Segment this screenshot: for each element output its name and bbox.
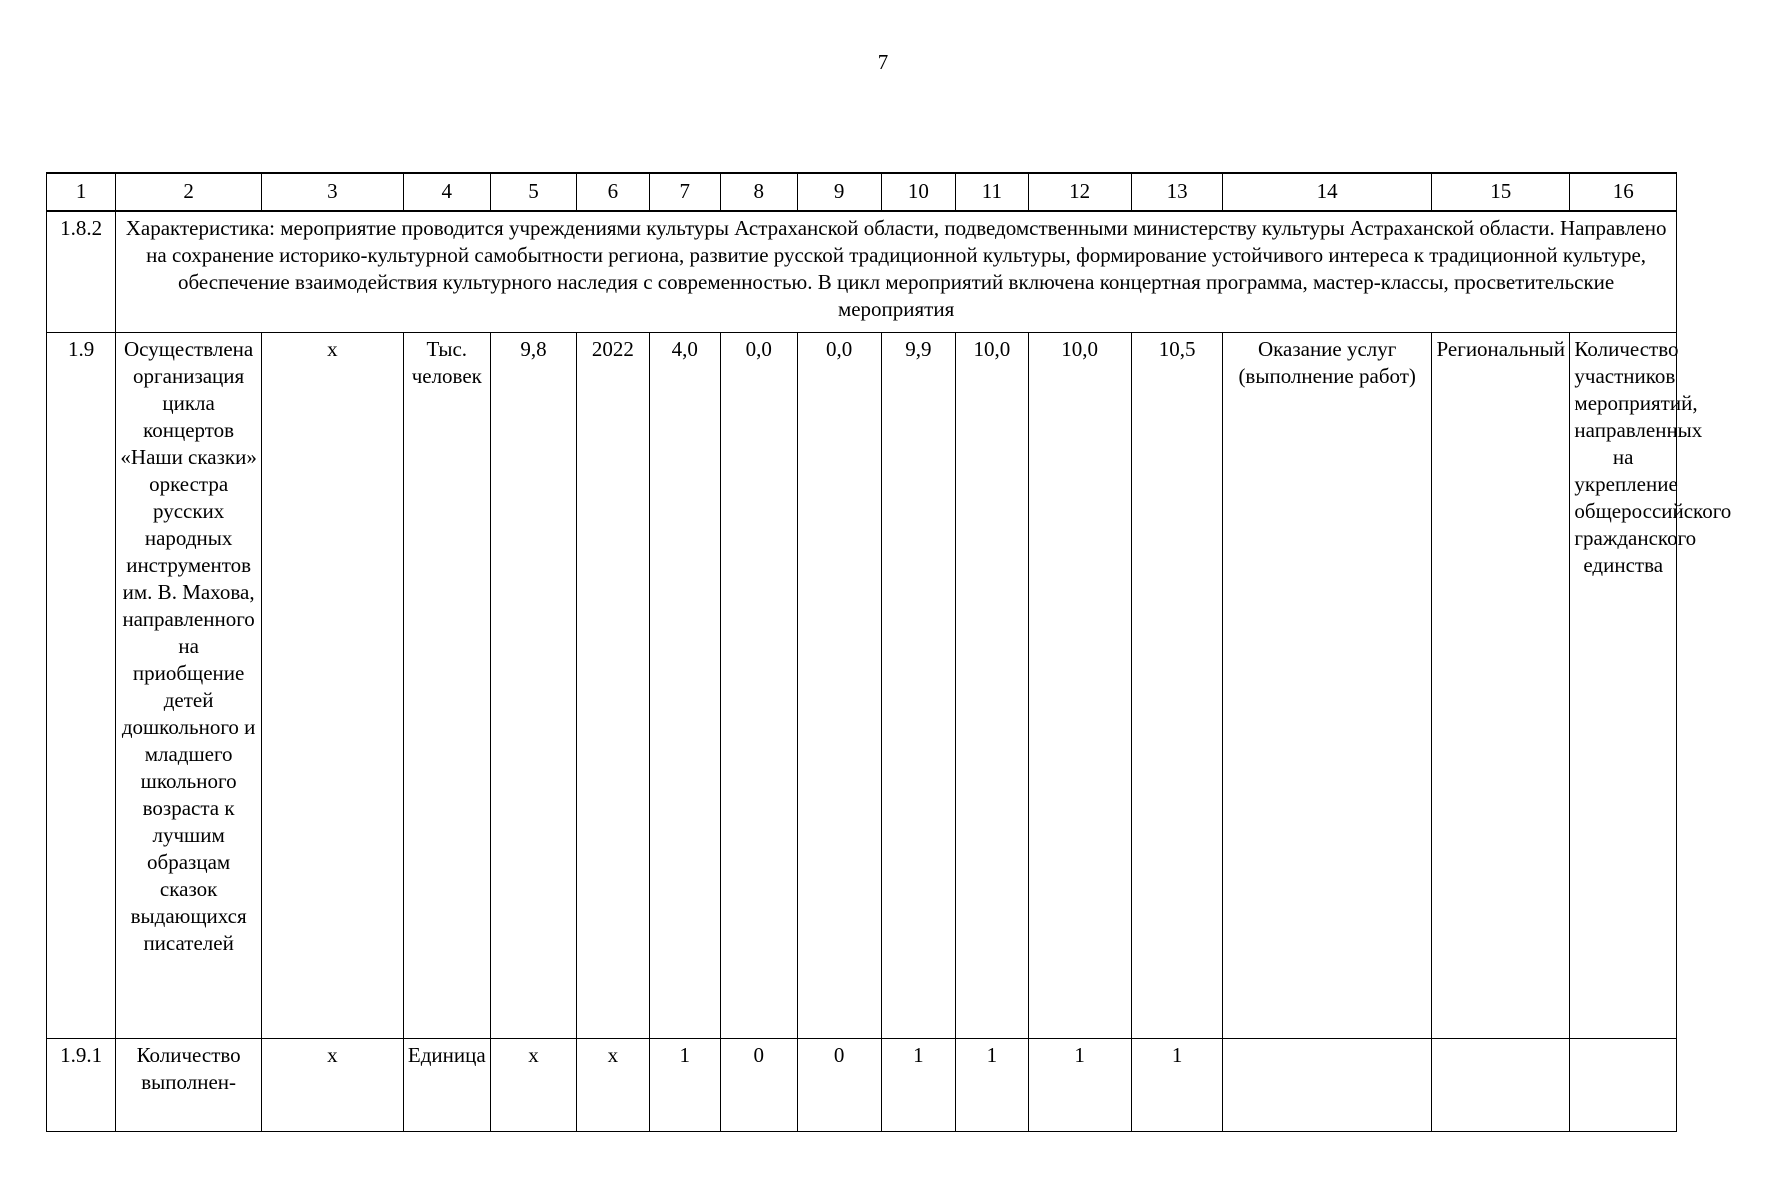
row-name: Осуществлена организация цикла концертов «Наши сказки» оркестра русских народных инструментов им. В. Махова, направленного на приобщение детей дошкольного и младшего школьного возраста к лучшим образцам сказок выдающихся писателей: [116, 333, 262, 1039]
table-cell: 1: [649, 1039, 720, 1132]
row-code: 1.9.1: [47, 1039, 116, 1132]
unit-cell: Тыс. человек: [403, 333, 490, 1039]
table-cell: 10,0: [1028, 333, 1131, 1039]
row-name: Количество выполнен-: [116, 1039, 262, 1132]
indicator-cell: [1570, 1039, 1677, 1132]
unit-cell: Единица: [403, 1039, 490, 1132]
table-cell: х: [490, 1039, 576, 1132]
header-cell: 12: [1028, 173, 1131, 211]
header-cell: 9: [797, 173, 881, 211]
table-cell: 0,0: [797, 333, 881, 1039]
table-cell: 1: [956, 1039, 1028, 1132]
characteristic-row: [47, 211, 1677, 333]
header-cell: 15: [1432, 173, 1570, 211]
table-row: [47, 333, 1677, 1039]
header-cell: 14: [1223, 173, 1432, 211]
level-cell: Региональный: [1432, 333, 1570, 1039]
header-cell: 1: [47, 173, 116, 211]
characteristic-text: Характеристика: мероприятие проводится учреждениями культуры Астраханской области, подведомственными министерству культуры Астраханской области. Направлено на сохранение историко-культурной самобытности региона, развитие русской традиционной культуры, формирование устойчивого интереса к традиционной культуре, обеспечение взаимодействия культурного наследия с современностью. В цикл мероприятий включена концертная программа, мастер-классы, просветительские мероприятия: [116, 211, 1677, 333]
table-cell: х: [262, 333, 404, 1039]
header-cell: 2: [116, 173, 262, 211]
column-number-row: [47, 173, 1677, 211]
header-cell: 4: [403, 173, 490, 211]
header-cell: 11: [956, 173, 1028, 211]
table-cell: 1: [1131, 1039, 1223, 1132]
header-cell: 16: [1570, 173, 1677, 211]
indicator-cell: Количество участников мероприятий, направленных на укрепление общероссийского гражданского единства: [1570, 333, 1677, 1039]
table-cell: 0: [720, 1039, 797, 1132]
header-cell: 13: [1131, 173, 1223, 211]
table-cell: 9,8: [490, 333, 576, 1039]
table-cell: 1: [1028, 1039, 1131, 1132]
program-table: [46, 172, 1732, 1132]
result-type-cell: Оказание услуг (выполнение работ): [1223, 333, 1432, 1039]
header-cell: 7: [649, 173, 720, 211]
result-type-cell: [1223, 1039, 1432, 1132]
page-number: 7: [877, 50, 889, 74]
table-cell: 9,9: [881, 333, 956, 1039]
header-cell: 3: [262, 173, 404, 211]
row-code: 1.8.2: [47, 211, 116, 333]
level-cell: [1432, 1039, 1570, 1132]
header-cell: 5: [490, 173, 576, 211]
table-row: [47, 1039, 1677, 1132]
table-cell: 2022: [577, 333, 649, 1039]
table-cell: 10,5: [1131, 333, 1223, 1039]
table-cell: 1: [881, 1039, 956, 1132]
row-code: 1.9: [47, 333, 116, 1039]
table-cell: 0,0: [720, 333, 797, 1039]
table-cell: 10,0: [956, 333, 1028, 1039]
header-cell: 6: [577, 173, 649, 211]
table-cell: 0: [797, 1039, 881, 1132]
table-cell: 4,0: [649, 333, 720, 1039]
table-cell: х: [577, 1039, 649, 1132]
header-cell: 8: [720, 173, 797, 211]
table-cell: х: [262, 1039, 404, 1132]
header-cell: 10: [881, 173, 956, 211]
